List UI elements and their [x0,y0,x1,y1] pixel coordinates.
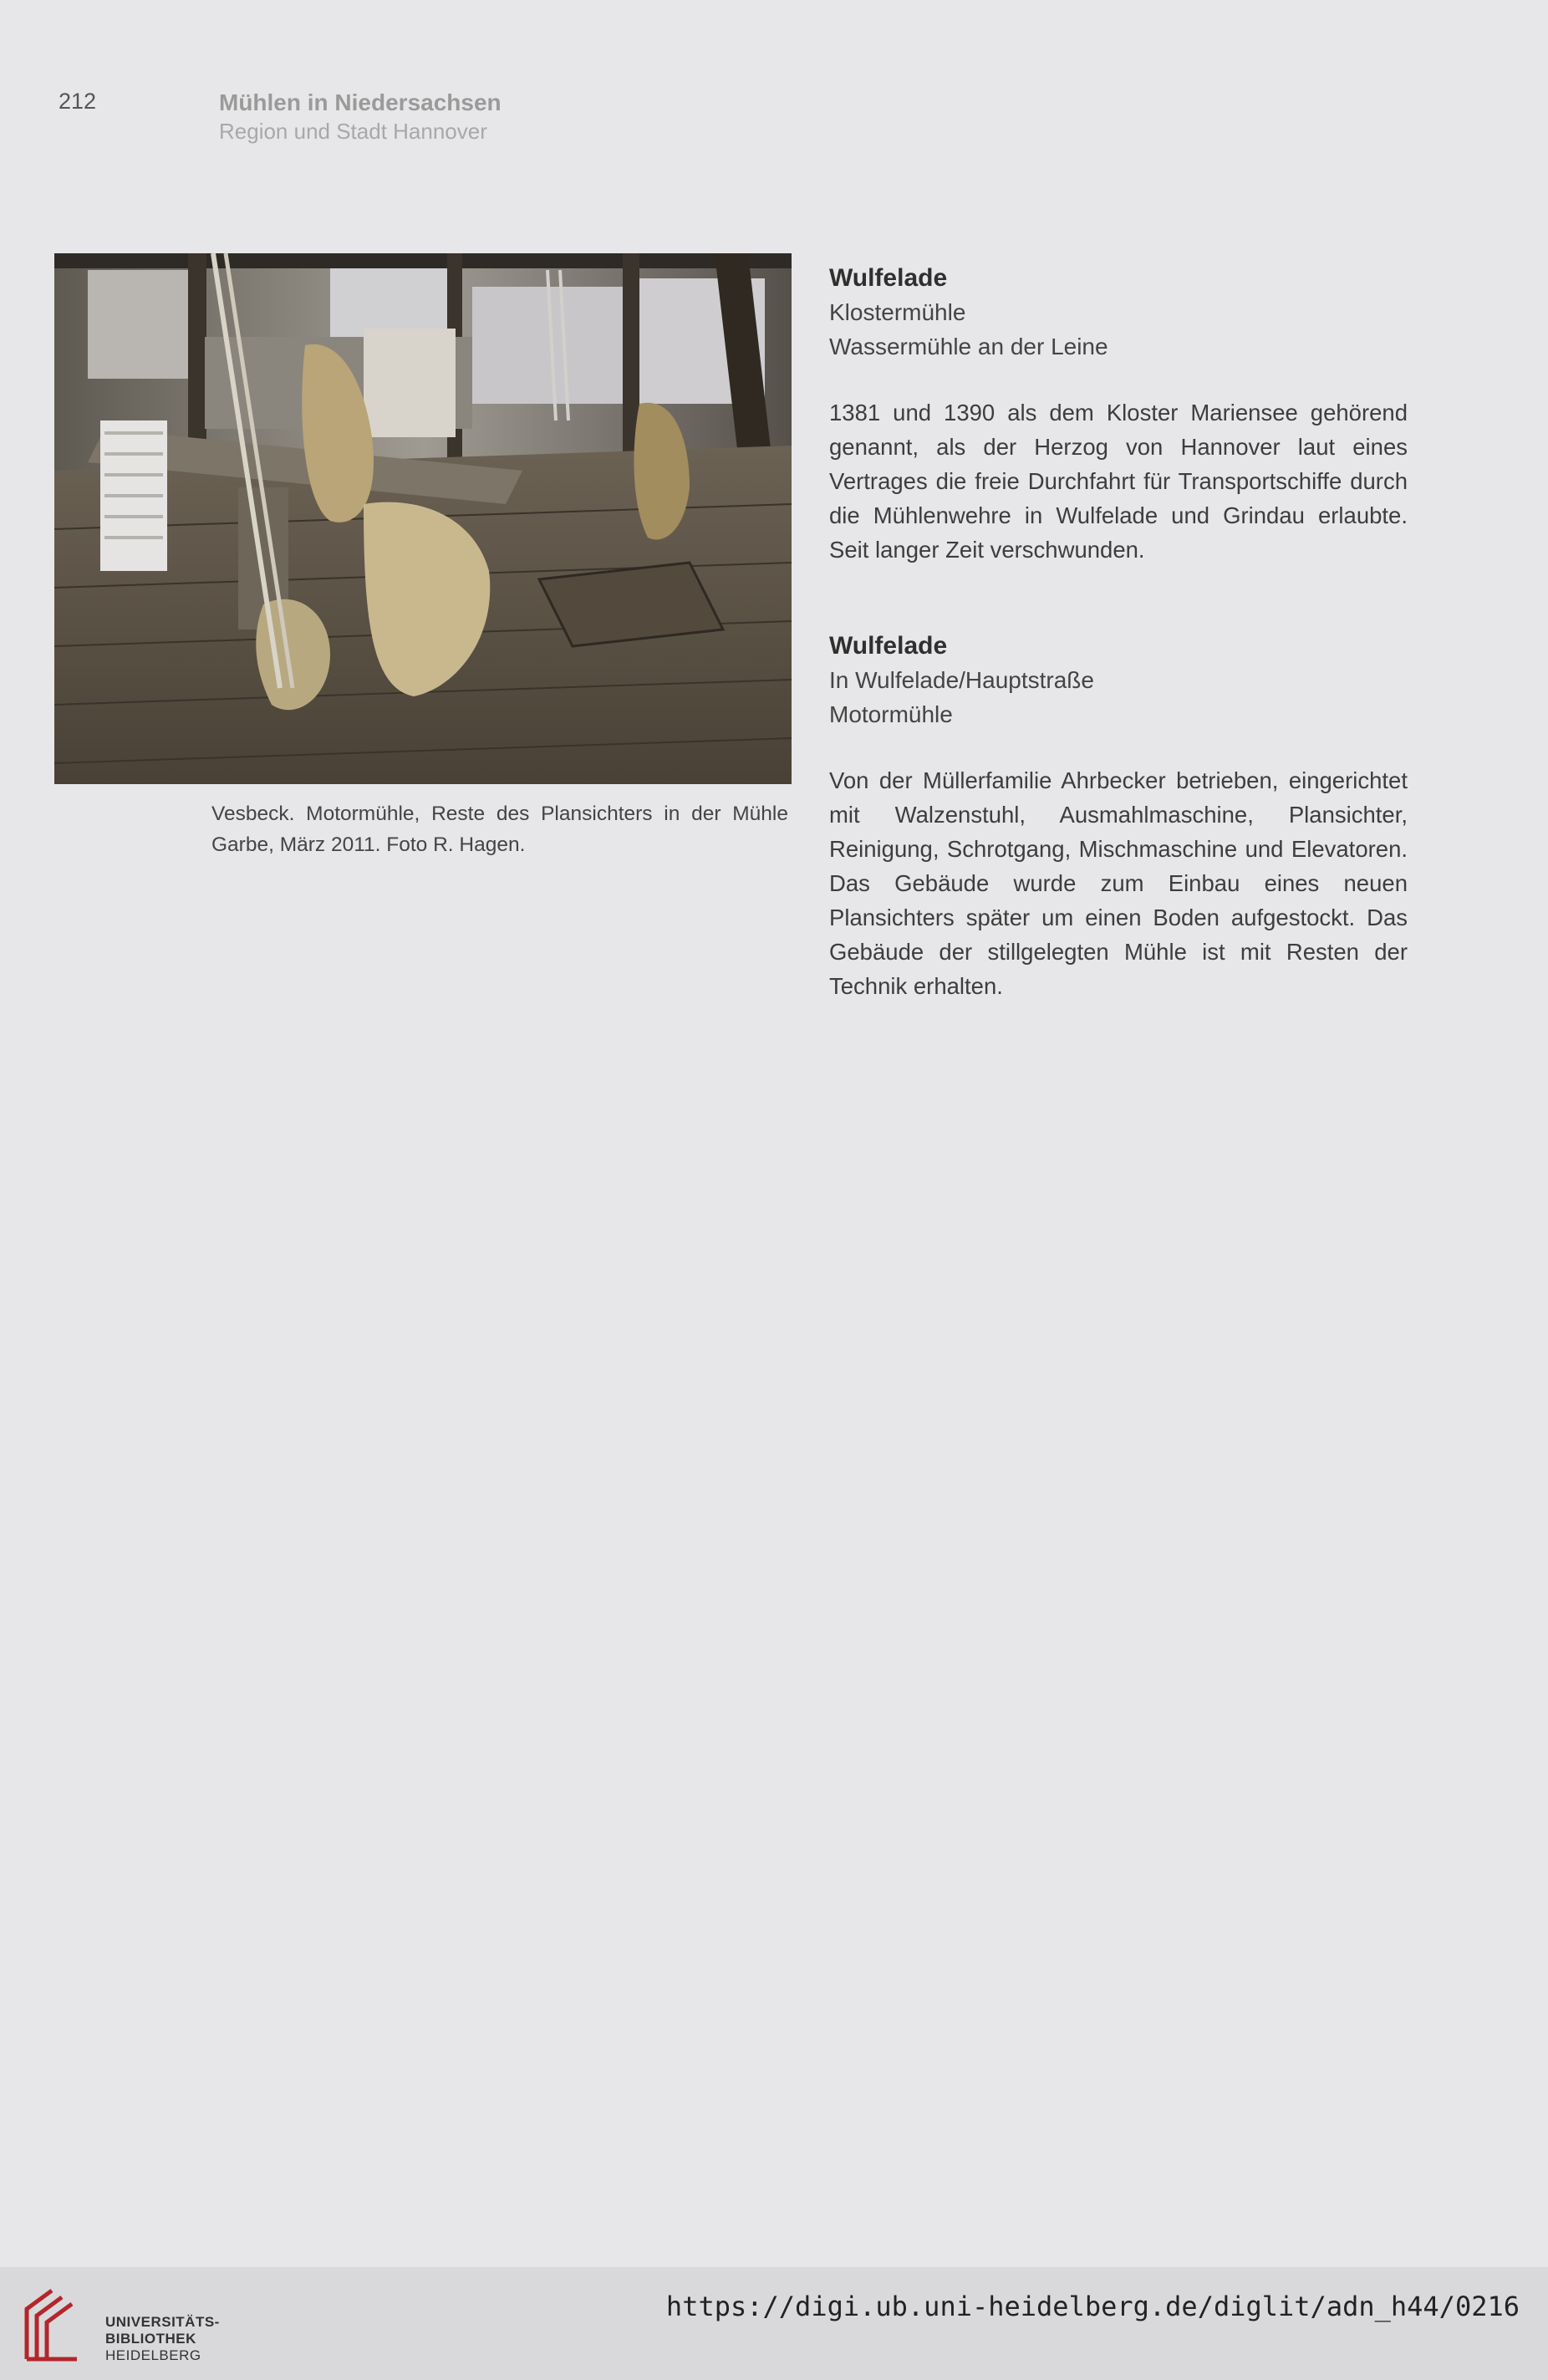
footer-bar [0,2267,1548,2380]
entry-subtitle: In Wulfelade/Hauptstraße [829,667,1094,693]
entry-title: Wulfelade [829,264,948,292]
entry-wulfelade-motormuehle [829,629,1408,1003]
page-number: 212 [59,89,97,114]
source-url-link[interactable]: https://digi.ub.uni-heidelberg.de/diglit/adn_h44/0216 [665,2291,1520,2322]
entry-subtitle: Motormühle [829,701,953,727]
entry-title: Wulfelade [829,632,948,660]
running-subtitle: Region und Stadt Hannover [219,119,487,144]
library-logo-icon [18,2284,85,2367]
running-title: Mühlen in Niedersachsen [219,89,502,115]
entry-body: 1381 und 1390 als dem Kloster Mariensee gehörend genannt, als der Herzog von Hannover laut eines Vertrages die freie Durchfahrt für Transportschiffe durch die Mühlenwehre in Wulfelade und Grindau erlaubte. Seit langer Zeit verschwunden. [829,400,1408,563]
library-logo [18,2284,219,2367]
logo-line-2: BIBLIOTHEK [105,2331,196,2347]
logo-line-3: HEIDELBERG [105,2347,201,2363]
running-head [219,89,502,145]
figure-caption: Vesbeck. Motormühle, Reste des Plansichters in der Mühle Garbe, März 2011. Foto R. Hagen. [211,803,788,856]
library-logo-text [105,2314,220,2364]
entry-subtitle: Klostermühle [829,299,966,325]
entry-subtitle: Wassermühle an der Leine [829,334,1108,359]
entry-wulfelade-klostermuehle [829,261,1408,567]
logo-line-1: UNIVERSITÄTS- [105,2314,220,2330]
mill-interior-photo [54,253,792,784]
entry-body: Von der Müllerfamilie Ahrbecker betrieben, eingerichtet mit Walzenstuhl, Ausmahlmaschine, Plansichter, Reinigung, Schrotgang, Mischmaschine und Elevatoren. Das Gebäude wurde zum Einbau eines neuen Plansichters später um einen Boden aufgestockt. Das Gebäude der stillgelegten Mühle ist mit Resten der Technik erhalten. [829,767,1408,999]
